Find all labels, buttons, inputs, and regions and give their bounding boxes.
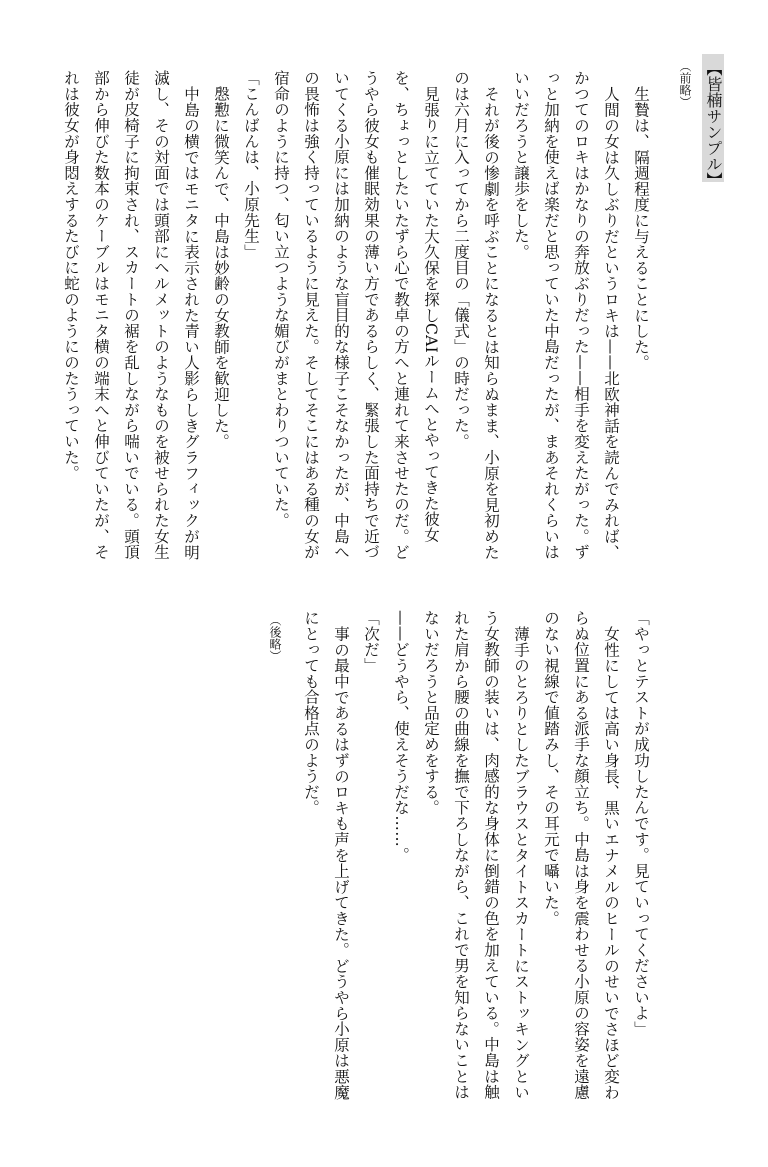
sample-header-label: 【皆楠サンプル】 xyxy=(702,54,724,182)
paragraph: 「こんばんは、小原先生」 xyxy=(242,70,260,260)
paragraph: それが後の惨劇を呼ぶことになるとは知らぬまま、小原を見初めたのは六月に入ってから二度目の「儀式」の時だった。 xyxy=(452,70,500,560)
top-text-block xyxy=(52,70,656,570)
bottom-text-block xyxy=(296,610,656,1110)
paragraph xyxy=(52,70,56,570)
paragraph: 慇懃に微笑んで、中島は妙齢の女教師を歓迎した。 xyxy=(212,85,230,449)
omitted-after-note: （後略） xyxy=(268,614,282,662)
paragraph: 薄手のとろりとしたブラウスとタイトスカートにストッキングという女教師の装いは、肉感的な身体に倒錯の色を加えている。中島は触れた肩から腰の曲線を撫で下ろしながら、これで男を知らないことはないだろうと品定めをする。 xyxy=(422,610,530,1100)
paragraph: 生贄は、隔週程度に与えることにした。 xyxy=(632,85,650,370)
paragraph: 事の最中であるはずのロキも声を上げてきた。どうやら小原は悪魔にとっても合格点のようだ。 xyxy=(302,610,350,1100)
paragraph: 「次だ」 xyxy=(362,610,380,674)
paragraph: 見張りに立てていた大久保を探しCAIルームへとやってきた彼女を、ちょっとしたいたずら心で教卓の方へと連れて来させたのだ。どうやら彼女も催眠効果の薄い方であるらしく、緊張した面持ちで近づいてくる小原には加納のような盲目的な様子こそなかったが、中島への畏怖は強く持っているように見えた。そしてそこにはある種の女が宿命のように持つ、匂い立つような媚びがまとわりついていた。 xyxy=(272,70,440,560)
paragraph: ——どうやら、使えそうだな……。 xyxy=(392,610,410,863)
paragraph: 中島の横ではモニタに表示された青い人影らしきグラフィックが明滅し、その対面では頭部にヘルメットのようなものを被せられた女生徒が皮椅子に拘束され、スカートの裾を乱しながら喘いでいる。頭頂部から伸びた数本のケーブルはモニタ横の端末へと伸びていたが、それは彼女が身悶えするたびに蛇のようにのたうっていた。 xyxy=(62,70,200,560)
paragraph: 女性にしては高い身長、黒いエナメルのヒールのせいでさほど変わらぬ位置にある派手な顔立ち。中島は身を震わせる小原の容姿を遠慮のない視線で値踏みし、その耳元で囁いた。 xyxy=(542,610,620,1100)
omitted-before-note: （前略） xyxy=(678,60,692,108)
paragraph: 人間の女は久しぶりだというロキは——北欧神話を読んでみれば、かつてのロキはかなりの奔放ぶりだった——相手を変えたがった。ずっと加納を使えば楽だと思っていた中島だったが、まあそれくらいはいいだろうと譲歩をした。 xyxy=(512,70,620,560)
paragraph: 「やっとテストが成功したんです。見ていってくださいよ」 xyxy=(632,610,650,1037)
